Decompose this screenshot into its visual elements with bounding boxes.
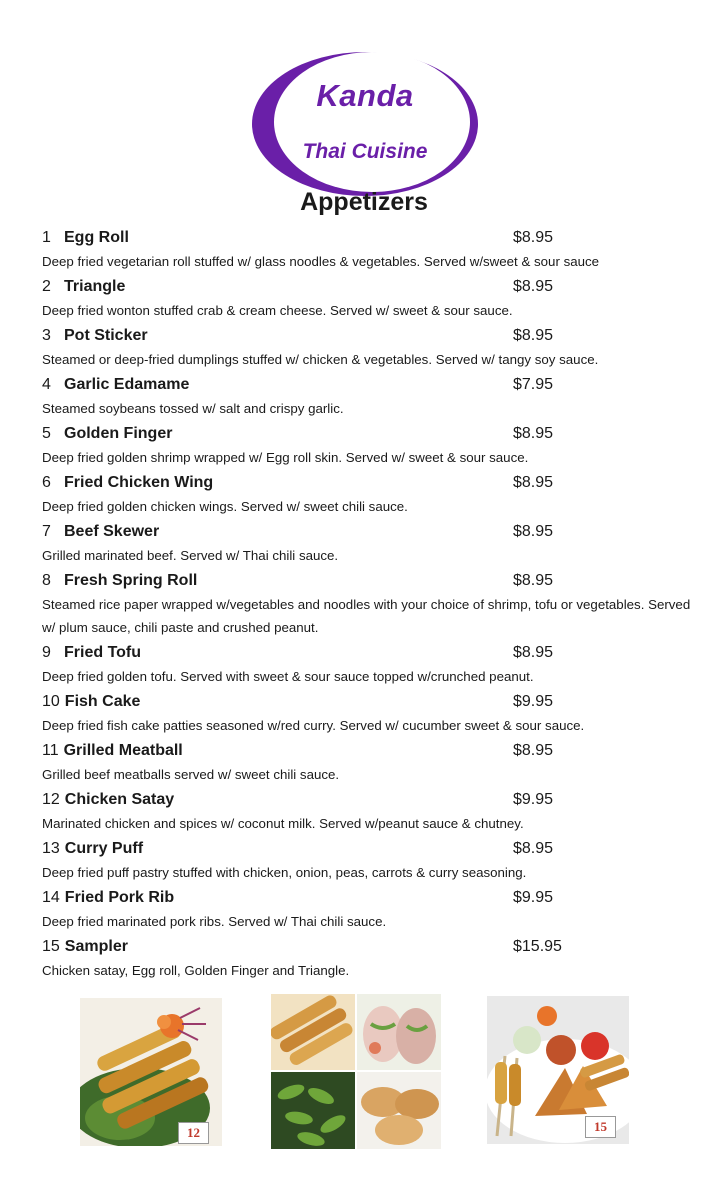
menu-item-description: Steamed rice paper wrapped w/vegetables and noodles with your choice of shrimp, tofu or vegetables. Served w/ plum sauce, chili paste and crushed peanut. [42, 597, 691, 635]
menu-item-header [42, 275, 702, 299]
menu-item [42, 324, 702, 371]
menu-item-number: 4 [42, 376, 51, 393]
menu-item-description: Deep fried wonton stuffed crab & cream cheese. Served w/ sweet & sour sauce. [42, 303, 513, 318]
photo-appetizer-collage [271, 994, 441, 1149]
menu-item-number: 9 [42, 644, 51, 661]
menu-item-header [42, 520, 702, 544]
menu-item-number: 15 [42, 938, 60, 955]
menu-item-number: 13 [42, 840, 60, 857]
menu-item [42, 837, 702, 884]
menu-item-name: Sampler [64, 938, 128, 955]
menu-item-header [42, 739, 702, 763]
menu-item [42, 275, 702, 322]
menu-item-header [42, 471, 702, 495]
menu-item-description: Deep fried golden shrimp wrapped w/ Egg roll skin. Served w/ sweet & sour sauce. [42, 450, 529, 465]
menu-item-description: Deep fried golden tofu. Served with sweet & sour sauce topped w/crunched peanut. [42, 669, 534, 684]
menu-item [42, 422, 702, 469]
menu-item-name: Pot Sticker [64, 327, 148, 344]
menu-item-number: 3 [42, 327, 51, 344]
menu-item [42, 569, 702, 639]
menu-item-price: $8.95 [513, 425, 554, 442]
menu-item-header [42, 886, 702, 910]
menu-item-name: Garlic Edamame [64, 376, 190, 393]
menu-item-description: Steamed or deep-fried dumplings stuffed w/ chicken & vegetables. Served w/ tangy soy sauce. [42, 352, 599, 367]
menu-item-price: $8.95 [513, 523, 554, 540]
menu-item-price: $8.95 [513, 572, 554, 589]
menu-item-price: $8.95 [513, 474, 554, 491]
menu-item-number: 2 [42, 278, 51, 295]
menu-item-number: 8 [42, 572, 51, 589]
menu-item-price: $9.95 [513, 889, 554, 906]
menu-item-name: Curry Puff [64, 840, 144, 857]
menu-item-name: Fried Pork Rib [64, 889, 175, 906]
menu-item-description: Deep fried fish cake patties seasoned w/red curry. Served w/ cucumber sweet & sour sauce. [42, 718, 585, 733]
menu-item-header [42, 324, 702, 348]
menu-item-price: $8.95 [513, 229, 554, 246]
menu-item [42, 788, 702, 835]
logo-ellipse [248, 48, 482, 200]
section-heading: Appetizers [300, 188, 428, 216]
menu-item-number: 5 [42, 425, 51, 442]
menu-item-number: 14 [42, 889, 60, 906]
menu-item-number: 6 [42, 474, 51, 491]
menu-item-description: Steamed soybeans tossed w/ salt and crispy garlic. [42, 401, 344, 416]
menu-item-name: Golden Finger [64, 425, 173, 442]
menu-item-price: $8.95 [513, 644, 554, 661]
menu-item-description: Grilled beef meatballs served w/ sweet chili sauce. [42, 767, 340, 782]
menu-item [42, 739, 702, 786]
menu-item-price: $7.95 [513, 376, 554, 393]
menu-item-description: Chicken satay, Egg roll, Golden Finger and Triangle. [42, 963, 350, 978]
menu-item-description: Marinated chicken and spices w/ coconut milk. Served w/peanut sauce & chutney. [42, 816, 524, 831]
menu-item-header [42, 226, 702, 250]
menu-item-price: $9.95 [513, 693, 554, 710]
logo-subtitle: Thai Cuisine [302, 140, 428, 163]
menu-item-description: Deep fried golden chicken wings. Served w/ sweet chili sauce. [42, 499, 408, 514]
menu-item [42, 690, 702, 737]
menu-item [42, 471, 702, 518]
menu-item [42, 373, 702, 420]
appetizer-collage-image [271, 994, 441, 1149]
photo-number-tag: 12 [178, 1122, 209, 1144]
restaurant-logo [248, 48, 482, 200]
menu-item-price: $9.95 [513, 791, 554, 808]
menu-item-number: 12 [42, 791, 60, 808]
menu-item-header [42, 422, 702, 446]
menu-item [42, 520, 702, 567]
photo-number-tag: 15 [585, 1116, 616, 1138]
menu-item-description: Deep fried puff pastry stuffed with chicken, onion, peas, carrots & curry seasoning. [42, 865, 527, 880]
menu-item-price: $8.95 [513, 327, 554, 344]
menu-item-description: Deep fried marinated pork ribs. Served w/ Thai chili sauce. [42, 914, 387, 929]
appetizer-menu-list [42, 226, 702, 984]
photo-sampler-platter [487, 996, 629, 1144]
menu-item-price: $8.95 [513, 742, 554, 759]
menu-item-number: 10 [42, 693, 60, 710]
menu-item-header [42, 837, 702, 861]
menu-item-price: $8.95 [513, 278, 554, 295]
menu-item [42, 641, 702, 688]
menu-item [42, 886, 702, 933]
menu-item [42, 226, 702, 273]
menu-item-name: Beef Skewer [64, 523, 160, 540]
menu-item-name: Triangle [64, 278, 126, 295]
menu-item-name: Egg Roll [64, 229, 129, 246]
menu-item [42, 935, 702, 982]
menu-item-number: 1 [42, 229, 51, 246]
menu-item-description: Deep fried vegetarian roll stuffed w/ glass noodles & vegetables. Served w/sweet & sour sauce [42, 254, 600, 269]
menu-item-name: Fried Chicken Wing [64, 474, 214, 491]
menu-item-header [42, 569, 702, 593]
menu-item-name: Fresh Spring Roll [64, 572, 198, 589]
menu-item-number: 7 [42, 523, 51, 540]
menu-item-name: Fish Cake [64, 693, 141, 710]
menu-item-header [42, 641, 702, 665]
menu-item-header [42, 935, 702, 959]
menu-item-price: $8.95 [513, 840, 554, 857]
menu-item-name: Chicken Satay [64, 791, 175, 808]
menu-item-name: Fried Tofu [64, 644, 142, 661]
menu-item-name: Grilled Meatball [63, 742, 183, 759]
menu-item-header [42, 373, 702, 397]
menu-item-header [42, 788, 702, 812]
photo-chicken-satay [80, 998, 222, 1146]
menu-item-price: $15.95 [513, 938, 562, 955]
menu-item-header [42, 690, 702, 714]
menu-item-description: Grilled marinated beef. Served w/ Thai chili sauce. [42, 548, 339, 563]
menu-item-number: 11 [42, 742, 59, 759]
logo-brand-name: Kanda [316, 78, 414, 113]
